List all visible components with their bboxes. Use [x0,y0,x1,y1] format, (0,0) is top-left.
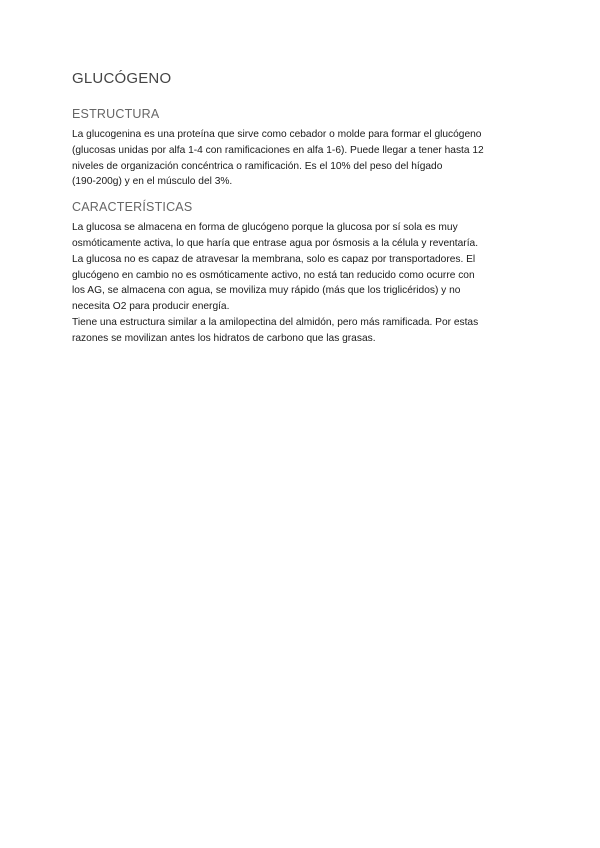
text-line: (glucosas unidas por alfa 1-4 con ramificaciones en alfa 1-6). Puede llegar a tener hasta 12 [72,144,484,156]
document-title: GLUCÓGENO [72,70,172,87]
section-estructura [72,107,532,190]
text-line: La glucosa se almacena en forma de glucógeno porque la glucosa por sí sola es muy [72,222,458,234]
text-line: La glucosa no es capaz de atravesar la membrana, solo es capaz por transportadores. El [72,253,476,265]
text-line: La glucogenina es una proteína que sirve como cebador o molde para formar el glucógeno [72,129,482,140]
section-caracteristicas [72,200,532,346]
text-line: Tiene una estructura similar a la amilopectina del almidón, pero más ramificada. Por estas [72,316,479,328]
document-page [72,70,532,357]
text-line: glucógeno en cambio no es osmóticamente activo, no está tan reducido como ocurre con [72,269,475,281]
text-line: los AG, se almacena con agua, se moviliza muy rápido (más que los triglicéridos) y no [72,285,461,297]
text-line: necesita O2 para producir energía. [72,301,230,313]
text-line: osmóticamente activa, lo que haría que entrase agua por ósmosis a la célula y reventaría. [72,237,479,249]
text-line: niveles de organización concéntrica o ramificación. Es el 10% del peso del hígado [72,160,443,172]
section-heading-caracteristicas: CARACTERÍSTICAS [72,200,193,215]
section-heading-estructura: ESTRUCTURA [72,107,160,121]
paragraph-caracteristicas [72,220,532,346]
text-line: (190-200g) y en el músculo del 3%. [72,176,233,188]
text-line: razones se movilizan antes los hidratos de carbono que las grasas. [72,332,376,344]
paragraph-estructura [72,127,532,190]
